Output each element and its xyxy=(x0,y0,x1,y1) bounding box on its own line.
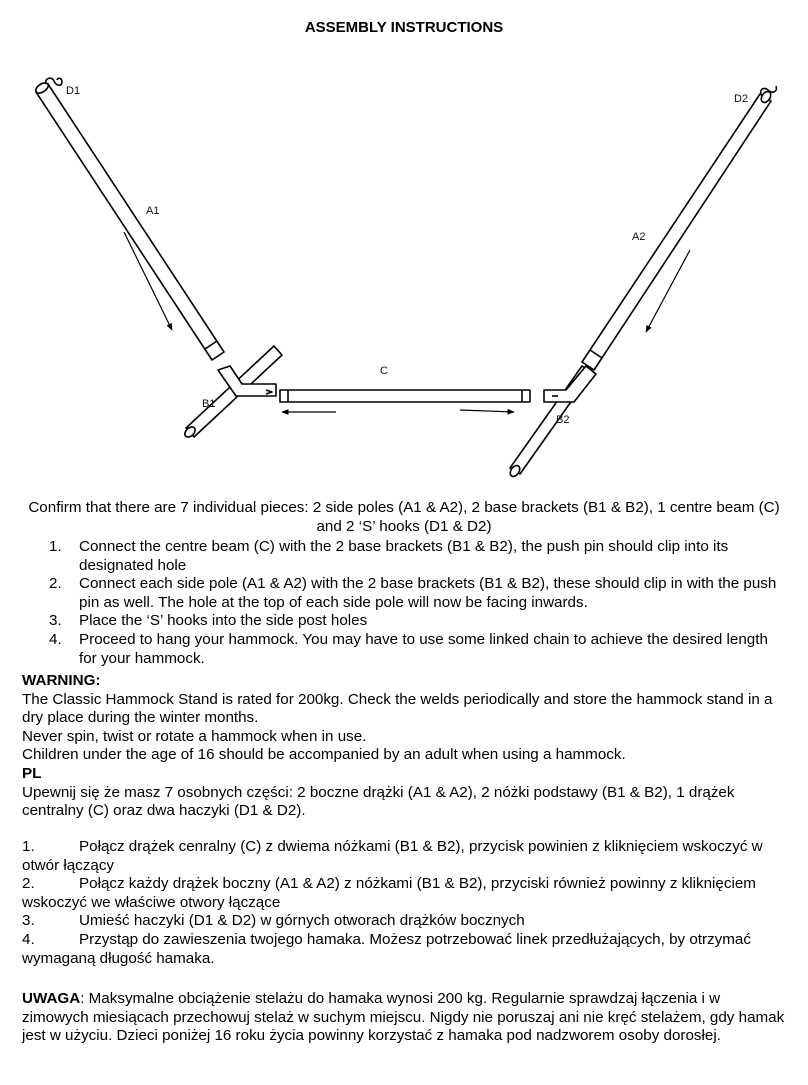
step-text: Place the ‘S’ hooks into the side post holes xyxy=(79,612,368,630)
pl-step-item xyxy=(22,875,786,912)
step-text: Proceed to hang your hammock. You may have to use some linked chain to achieve the desired length for your hammock. xyxy=(79,630,768,667)
warning-section xyxy=(22,672,786,821)
pl-step-number: 1. xyxy=(22,838,35,855)
step-item xyxy=(22,631,786,668)
step-number: 3. xyxy=(49,612,62,630)
warning-heading: WARNING: xyxy=(22,672,101,689)
pl-step-item xyxy=(22,838,786,875)
label-b2: B2 xyxy=(556,414,570,426)
pl-step-number: 4. xyxy=(22,930,35,948)
side-pole-a1 xyxy=(34,81,224,360)
step-number: 1. xyxy=(49,538,62,555)
centre-beam-c xyxy=(280,390,530,402)
base-bracket-b2 xyxy=(508,366,596,478)
base-bracket-b1 xyxy=(183,346,282,439)
warning-line: The Classic Hammock Stand is rated for 200kg. Check the welds periodically and store the hammock stand in a dry place during the winter months. xyxy=(22,690,773,727)
pl-step-text: Przystąp do zawieszenia twojego hamaka. Możesz potrzebować linek przedłużających, by otrzymać wymaganą długość hamaka. xyxy=(22,930,751,967)
label-d1: D1 xyxy=(66,85,81,97)
step-item xyxy=(22,538,786,575)
arrow-c-right xyxy=(460,410,514,412)
pl-step-text: Połącz drążek cenralny (C) z dwiema nóżkami (B1 & B2), przycisk powinien z kliknięciem wskoczyć w otwór łączący xyxy=(22,838,763,874)
steps-list xyxy=(22,538,786,668)
pl-intro: Upewnij się że masz 7 osobnych części: 2 boczne drążki (A1 & A2), 2 nóżki podstawy (B1 & B2), 1 drążek centralny (C) oraz dwa haczyki (D1 & D2). xyxy=(22,783,735,820)
page-title: ASSEMBLY INSTRUCTIONS xyxy=(304,19,504,36)
label-a2: A2 xyxy=(632,231,646,243)
step-item xyxy=(22,575,786,612)
step-text: Connect the centre beam (C) with the 2 base brackets (B1 & B2), the push pin should clip into its designated hole xyxy=(79,538,729,574)
label-b1: B1 xyxy=(202,398,216,410)
warning-line: Never spin, twist or rotate a hammock when in use. xyxy=(22,727,367,745)
pl-heading: PL xyxy=(22,764,42,782)
pl-steps-list xyxy=(22,838,786,968)
label-a1: A1 xyxy=(146,205,160,217)
pl-step-item xyxy=(22,931,786,968)
label-d2: D2 xyxy=(734,93,749,105)
pl-step-text: Połącz każdy drążek boczny (A1 & A2) z nóżkami (B1 & B2), przyciski również powinny z kliknięciem wskoczyć we właściwe otwory łączące xyxy=(22,875,756,911)
pl-step-item xyxy=(22,912,786,931)
pl-warning xyxy=(22,990,786,1046)
side-pole-a2 xyxy=(582,90,773,370)
step-number: 4. xyxy=(49,630,62,648)
pl-step-number: 2. xyxy=(22,875,35,893)
pl-warning-text: : Maksymalne obciążenie stelażu do hamaka wynosi 200 kg. Regularnie sprawdzaj łączenia i w zimowych miesiącach przechowuj stelaż w suchym miejscu. Nigdy nie poruszaj ani nie kręć stelażem, gdy hamak jest w użyciu. Dzieci poniżej 16 roku życia powinny korzystać z hamaka pod nadzworem osoby dorosłej. xyxy=(22,990,785,1045)
hammock-stand-diagram xyxy=(0,70,808,490)
pl-step-number: 3. xyxy=(22,912,35,930)
step-text: Connect each side pole (A1 & A2) with the 2 base brackets (B1 & B2), these should clip in with the push pin as well. The hole at the top of each side pole will now be facing inwards. xyxy=(79,575,777,611)
pl-step-text: Umieść haczyki (D1 & D2) w górnych otworach drążków bocznych xyxy=(79,912,525,930)
step-item xyxy=(22,612,786,631)
label-c: C xyxy=(380,365,388,377)
pl-warning-label: UWAGA xyxy=(22,990,81,1007)
step-number: 2. xyxy=(49,575,62,593)
warning-line: Children under the age of 16 should be accompanied by an adult when using a hammock. xyxy=(22,746,626,764)
intro-paragraph: Confirm that there are 7 individual pieces: 2 side poles (A1 & A2), 2 base brackets (B1 & B2), 1 centre beam (C) and 2 ‘S’ hooks (D1 & D2) xyxy=(28,499,780,535)
